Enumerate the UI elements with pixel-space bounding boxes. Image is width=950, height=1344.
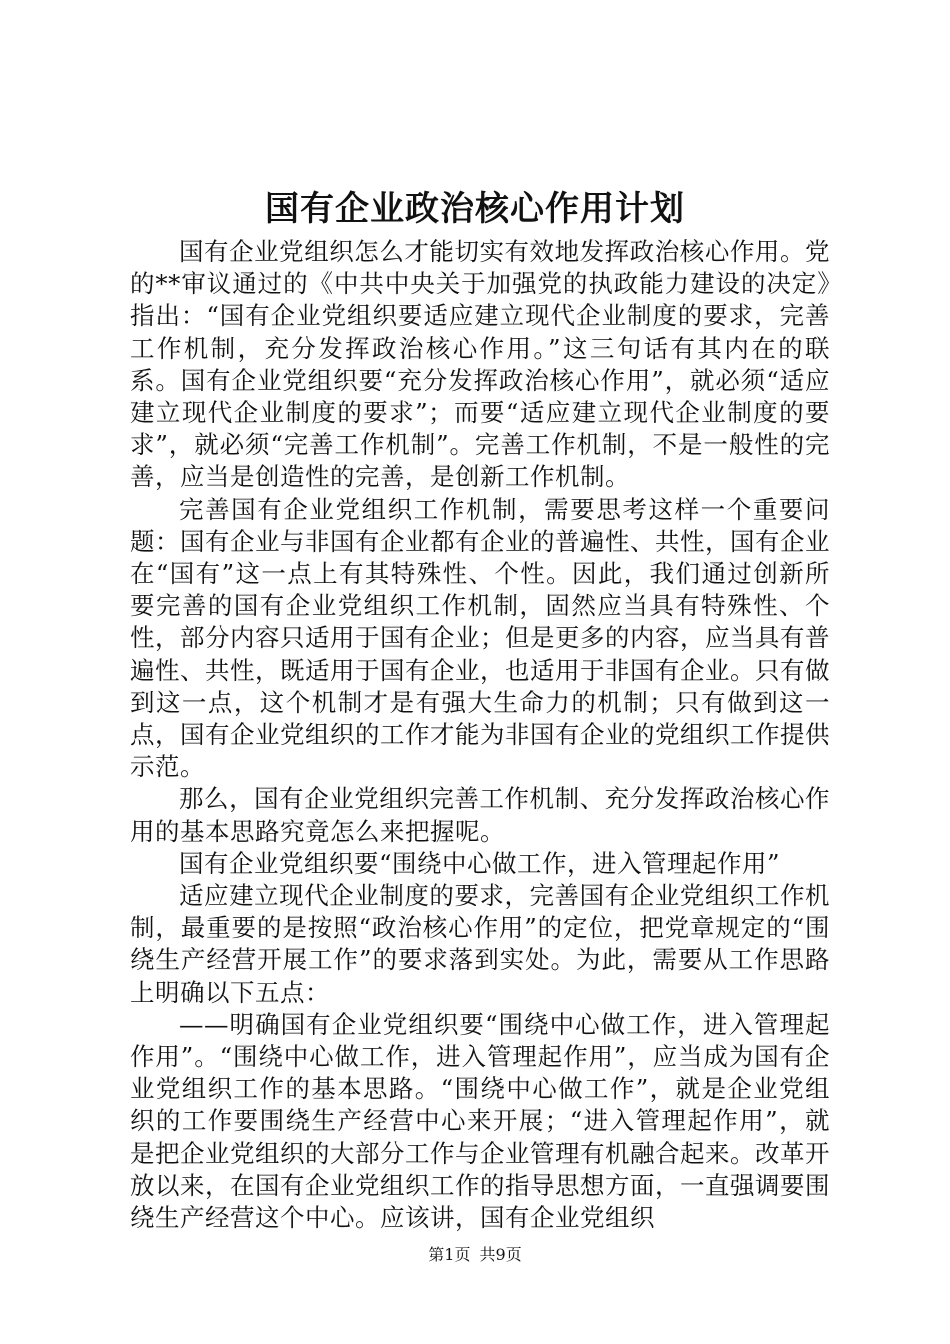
paragraph: 完善国有企业党组织工作机制，需要思考这样一个重要问题：国有企业与非国有企业都有企业的普遍性、共性，国有企业在“国有”这一点上有其特殊性、个性。因此，我们通过创新所要完善的国有企业党组织工作机制，固然应当具有特殊性、个性，部分内容只适用于国有企业；但是更多的内容，应当具有普遍性、共性，既适用于国有企业，也适用于非国有企业。只有做到这一点，这个机制才是有强大生命力的机制；只有做到这一点，国有企业党组织的工作才能为非国有企业的党组织工作提供示范。: [130, 494, 830, 782]
paragraph: 国有企业党组织要“围绕中心做工作，进入管理起作用”: [179, 848, 781, 878]
page-total: 共9页: [479, 1245, 522, 1264]
paragraph: 国有企业党组织怎么才能切实有效地发挥政治核心作用。党的**审议通过的《中共中央关于加强党的执政能力建设的决定》指出：“国有企业党组织要适应建立现代企业制度的要求，完善工作机制，充分发挥政治核心作用。”这三句话有其内在的联系。国有企业党组织要“充分发挥政治核心作用”，就必须“适应建立现代企业制度的要求”；而要“适应建立现代企业制度的要求”，就必须“完善工作机制”。完善工作机制，不是一般性的完善，应当是创造性的完善，是创新工作机制。: [130, 237, 830, 492]
paragraph: 适应建立现代企业制度的要求，完善国有企业党组织工作机制，最重要的是按照“政治核心作用”的定位，把党章规定的“围绕生产经营开展工作”的要求落到实处。为此，需要从工作思路上明确以下五点：: [130, 881, 830, 1007]
document-body: [130, 236, 830, 1234]
paragraph: 那么，国有企业党组织完善工作机制、充分发挥政治核心作用的基本思路究竟怎么来把握呢。: [130, 784, 830, 846]
document-title: 国有企业政治核心作用计划: [265, 189, 685, 229]
page-number: 第1页: [428, 1245, 471, 1264]
paragraph: ——明确国有企业党组织要“围绕中心做工作，进入管理起作用”。“围绕中心做工作，进入管理起作用”，应当成为国有企业党组织工作的基本思路。“围绕中心做工作”，就是企业党组织的工作要围绕生产经营中心来开展；“进入管理起作用”，就是把企业党组织的大部分工作与企业管理有机融合起来。改革开放以来，在国有企业党组织工作的指导思想方面，一直强调要围绕生产经营这个中心。应该讲，国有企业党组织: [130, 1009, 830, 1233]
page-footer: [0, 1244, 950, 1266]
